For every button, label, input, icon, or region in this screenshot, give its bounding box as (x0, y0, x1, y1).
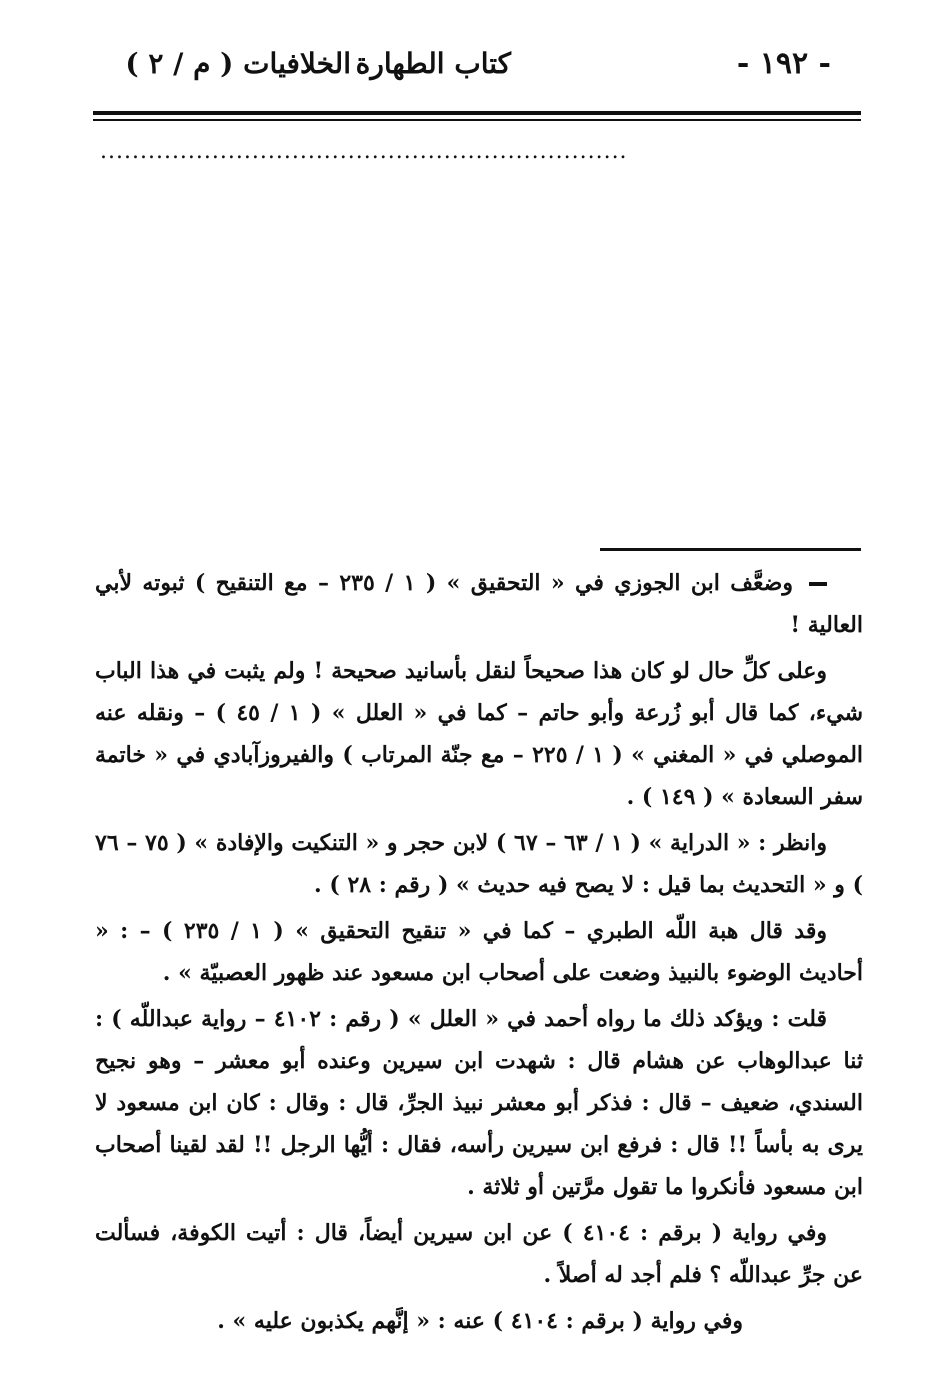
footnote-paragraph: وانظر : « الدراية » ( ١ / ٦٣ – ٦٧ ) لابن حجر و « التنكيت والإفادة » ( ٧٥ – ٧٦ ) و « التحديث بما قيل : لا يصح فيه حديث » ( رقم : ٢٨ ) . (95, 830, 863, 898)
body-ellipsis-line: .................................................................. (100, 140, 628, 164)
footnote-paragraph: وقد قال هبة اللّه الطبري – كما في « تنقيح التحقيق » ( ١ / ٢٣٥ ) – : « أحاديث الوضوء بالنبيذ وضعت على أصحاب ابن مسعود عند ظهور العصبيّة » . (95, 918, 863, 986)
page-number: - ١٩٢ - (736, 46, 831, 81)
footnote-paragraph: قلت : ويؤكد ذلك ما رواه أحمد في « العلل » ( رقم : ٤١٠٢ – رواية عبداللّه ) : ثنا عبدالوهاب عن هشام قال : شهدت ابن سيرين وعنده أبو معشر – وهو نجيح السندي، ضعيف – قال : فذكر أبو معشر نبيذ الجرِّ، قال : وقال : كان ابن مسعود لا يرى به بأساً !! قال : فرفع ابن سيرين رأسه، فقال : أيُّها الرجل !! لقد لقينا أصحاب ابن مسعود فأنكروا ما تقول مرَّتين أو ثلاثة . (95, 1006, 863, 1200)
header-rule-thick (93, 111, 861, 115)
footnote-separator (600, 548, 861, 551)
footnote-paragraph: وفي رواية ( برقم : ٤١٠٤ ) عن ابن سيرين أيضاً، قال : أتيت الكوفة، فسألت عن جرِّ عبداللّه ؟ فلم أجد له أصلاً . (95, 1220, 863, 1288)
footnote-paragraph (95, 562, 863, 646)
footnotes-block (95, 562, 863, 1346)
footnote-paragraph: وعلى كلِّ حال لو كان هذا صحيحاً لنقل بأسانيد صحيحة ! ولم يثبت في هذا الباب شيء، كما قال أبو زُرعة وأبو حاتم – كما في « العلل » ( ١ / ٤٥ ) – ونقله عنه الموصلي في « المغني » ( ١ / ٢٢٥ – مع جنّة المرتاب ) والفيروزآبادي في « خاتمة سفر السعادة » ( ١٤٩ ) . (95, 658, 864, 810)
footnote-text: وضعَّف ابن الجوزي في « التحقيق » ( ١ / ٢٣٥ – مع التنقيح ) ثبوته لأبي العالية ! (95, 570, 863, 638)
book-title: كتاب الطهارة (355, 47, 511, 80)
continuation-dash-icon (809, 582, 827, 586)
header-rule-thin (93, 119, 861, 121)
page-header (95, 40, 856, 88)
footnote-paragraph: وفي رواية ( برقم : ٤١٠٤ ) عنه : « إنَّهم يكذبون عليه » . (217, 1308, 743, 1334)
volume-label: الخلافيات ( م / ٢ ) (125, 47, 351, 80)
